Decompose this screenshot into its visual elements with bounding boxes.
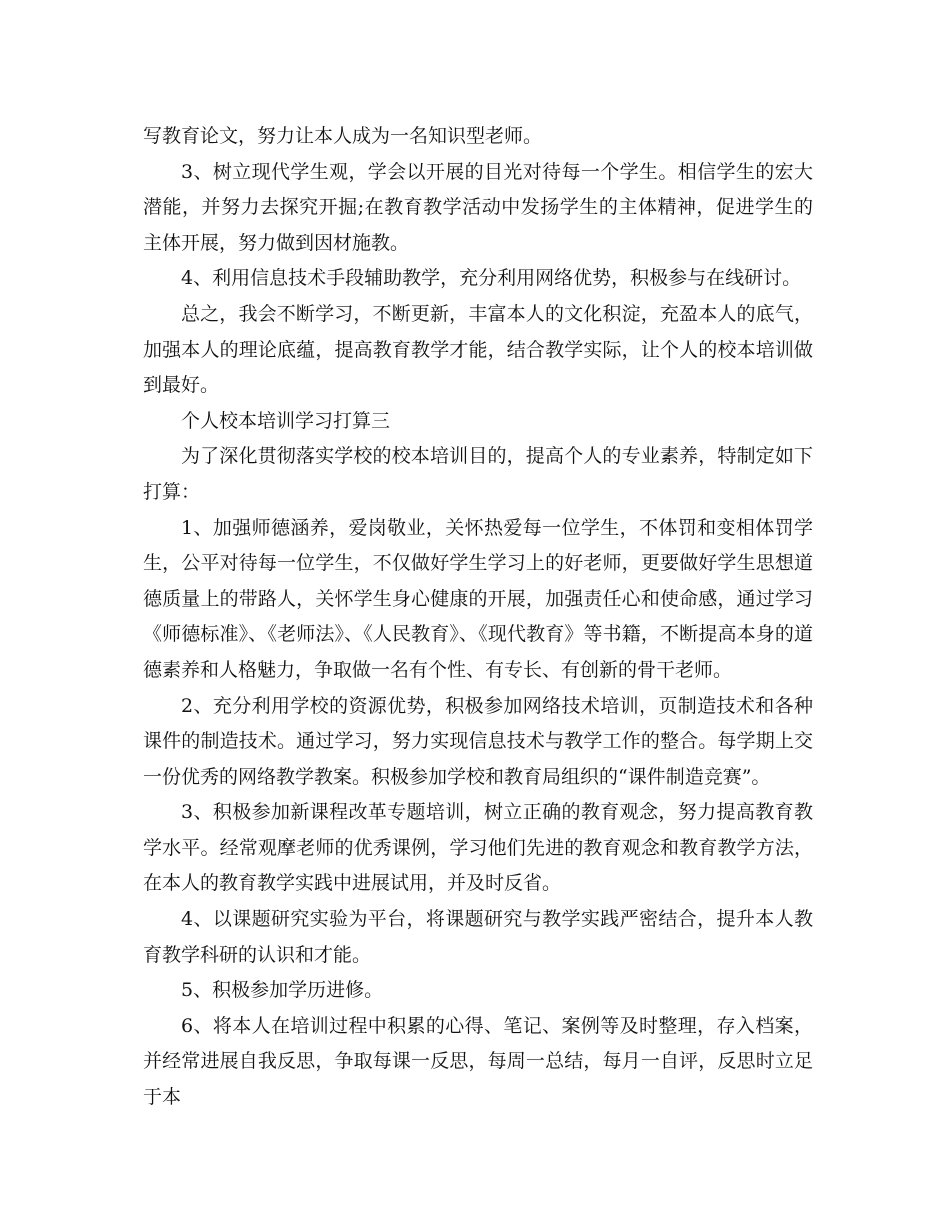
paragraph-3: 4、利用信息技术手段辅助教学，充分利用网络优势，积极参与在线研讨。 <box>181 267 802 290</box>
paragraph-8: 2、充分利用学校的资源优势，积极参加网络技术培训，页制造技术和各种课件的制造技术。通过学习，努力实现信息技术与教学工作的整合。每学期上交一份优秀的网络教学教案。积极参加学校和教育局组织的“课件制造竞赛”。 <box>143 694 813 788</box>
section-heading: 个人校本培训学习打算三 <box>181 409 391 432</box>
paragraph-10: 4、以课题研究实验为平台，将课题研究与教学实践严密结合，提升本人教育教学科研的认识和才能。 <box>143 908 813 966</box>
paragraph-6: 为了深化贯彻落实学校的校本培训目的，提高个人的专业素养，特制定如下打算： <box>143 445 813 503</box>
paragraph-1: 写教育论文，努力让本人成为一名知识型老师。 <box>143 125 543 147</box>
paragraph-12: 6、将本人在培训过程中积累的心得、笔记、案例等及时整理，存入档案，并经常进展自我反思，争取每课一反思，每周一总结，每月一自评，反思时立足于本 <box>143 1014 813 1109</box>
paragraph-2: 3、树立现代学生观，学会以开展的目光对待每一个学生。相信学生的宏大潜能，并努力去探究开掘;在教育教学活动中发扬学生的主体精神，促进学生的主体开展，努力做到因材施教。 <box>143 160 813 254</box>
paragraph-9: 3、积极参加新课程改革专题培训，树立正确的教育观念，努力提高教育教学水平。经常观摩老师的优秀课例，学习他们先进的教育观念和教育教学方法，在本人的教育教学实践中进展试用，并及时反省。 <box>143 801 813 895</box>
paragraph-11: 5、积极参加学历进修。 <box>181 979 384 1002</box>
paragraph-4: 总之，我会不断学习，不断更新，丰富本人的文化积淀，充盈本人的底气，加强本人的理论底蕴，提高教育教学才能，结合教学实际，让个人的校本培训做到最好。 <box>143 302 813 397</box>
document-body <box>143 119 813 1116</box>
paragraph-7: 1、加强师德涵养，爱岗敬业，关怀热爱每一位学生，不体罚和变相体罚学生，公平对待每一位学生，不仅做好学生学习上的好老师，更要做好学生思想道德质量上的带路人，关怀学生身心健康的开展，加强责任心和使命感，通过学习《师德标准》、《老师法》、《人民教育》、《现代教育》等书籍，不断提高本身的道德素养和人格魅力，争取做一名有个性、有专长、有创新的骨干老师。 <box>143 516 813 681</box>
